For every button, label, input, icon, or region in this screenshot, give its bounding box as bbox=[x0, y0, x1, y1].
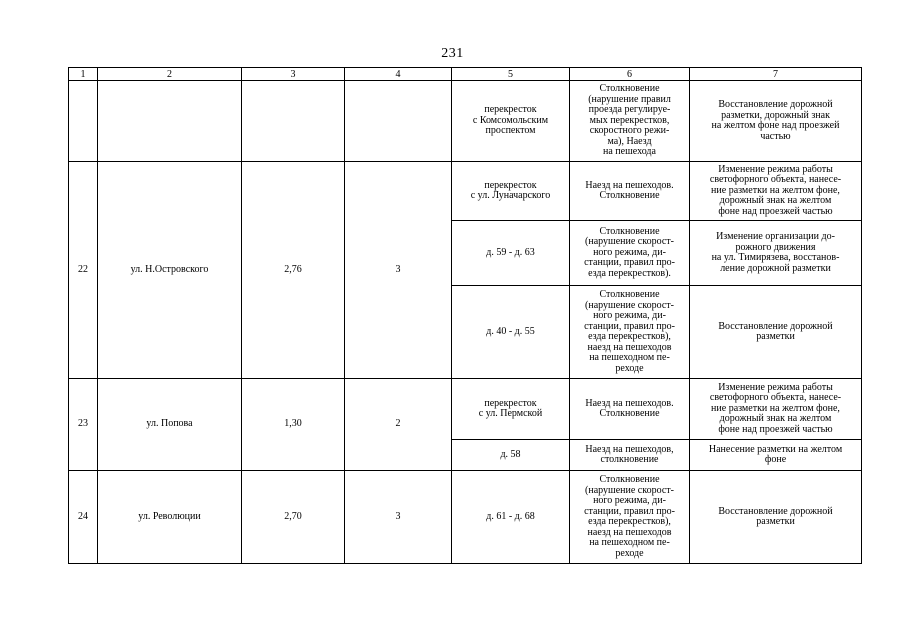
header-col-1: 1 bbox=[69, 68, 98, 81]
measures-cell: Восстановление дорожной разметки bbox=[690, 471, 862, 564]
table-row bbox=[69, 471, 862, 564]
measures-cell: Восстановление дорожной разметки bbox=[690, 286, 862, 379]
count-cell bbox=[345, 81, 452, 162]
row-number-cell bbox=[69, 81, 98, 162]
count-cell: 3 bbox=[345, 471, 452, 564]
page-number: 231 bbox=[441, 46, 464, 61]
row-number-cell: 22 bbox=[69, 162, 98, 379]
measures-cell: Изменение организации до- рожного движения на ул. Тимирязева, восстанов- ление дорожной разметки bbox=[690, 221, 862, 286]
accident-sites-table bbox=[68, 67, 862, 564]
length-cell: 2,70 bbox=[242, 471, 345, 564]
row-number-cell: 24 bbox=[69, 471, 98, 564]
header-col-6: 6 bbox=[570, 68, 690, 81]
header-col-7: 7 bbox=[690, 68, 862, 81]
place-cell: д. 59 - д. 63 bbox=[452, 221, 570, 286]
place-cell: д. 58 bbox=[452, 440, 570, 471]
table-row bbox=[69, 162, 862, 221]
street-cell: ул. Н.Островского bbox=[98, 162, 242, 379]
measures-cell: Восстановление дорожной разметки, дорожный знак на желтом фоне над проезжей частью bbox=[690, 81, 862, 162]
place-cell: перекресток с ул. Пермской bbox=[452, 379, 570, 440]
street-cell: ул. Революции bbox=[98, 471, 242, 564]
place-cell: д. 61 - д. 68 bbox=[452, 471, 570, 564]
place-cell: перекресток с Комсомольским проспектом bbox=[452, 81, 570, 162]
measures-cell: Изменение режима работы светофорного объекта, нанесе- ние разметки на желтом фоне, дорожный знак на желтом фоне над проезжей частью bbox=[690, 162, 862, 221]
accident-type-cell: Наезд на пешеходов. Столкновение bbox=[570, 379, 690, 440]
measures-cell: Нанесение разметки на желтом фоне bbox=[690, 440, 862, 471]
header-col-3: 3 bbox=[242, 68, 345, 81]
accident-type-cell: Наезд на пешеходов, столкновение bbox=[570, 440, 690, 471]
street-cell: ул. Попова bbox=[98, 379, 242, 471]
header-col-5: 5 bbox=[452, 68, 570, 81]
row-number-cell: 23 bbox=[69, 379, 98, 471]
table-row bbox=[69, 379, 862, 440]
table-row bbox=[69, 81, 862, 162]
count-cell: 2 bbox=[345, 379, 452, 471]
header-col-4: 4 bbox=[345, 68, 452, 81]
header-row bbox=[69, 68, 862, 81]
accident-type-cell: Наезд на пешеходов. Столкновение bbox=[570, 162, 690, 221]
length-cell bbox=[242, 81, 345, 162]
header-col-2: 2 bbox=[98, 68, 242, 81]
length-cell: 2,76 bbox=[242, 162, 345, 379]
accident-type-cell: Столкновение (нарушение скорост- ного режима, ди- станции, правил про- езда перекрестков). bbox=[570, 221, 690, 286]
place-cell: перекресток с ул. Луначарского bbox=[452, 162, 570, 221]
street-cell bbox=[98, 81, 242, 162]
accident-type-cell: Столкновение (нарушение правил проезда регулируе- мых перекрестков, скоростного режи- ма), Наезд на пешехода bbox=[570, 81, 690, 162]
count-cell: 3 bbox=[345, 162, 452, 379]
place-cell: д. 40 - д. 55 bbox=[452, 286, 570, 379]
measures-cell: Изменение режима работы светофорного объекта, нанесе- ние разметки на желтом фоне, дорожный знак на желтом фоне над проезжей частью bbox=[690, 379, 862, 440]
accident-type-cell: Столкновение (нарушение скорост- ного режима, ди- станции, правил про- езда перекрестков), наезд на пешеходов на пешеходном пе- реходе bbox=[570, 286, 690, 379]
length-cell: 1,30 bbox=[242, 379, 345, 471]
accident-type-cell: Столкновение (нарушение скорост- ного режима, ди- станции, правил про- езда перекрестков), наезд на пешеходов на пешеходном пе- реходе bbox=[570, 471, 690, 564]
